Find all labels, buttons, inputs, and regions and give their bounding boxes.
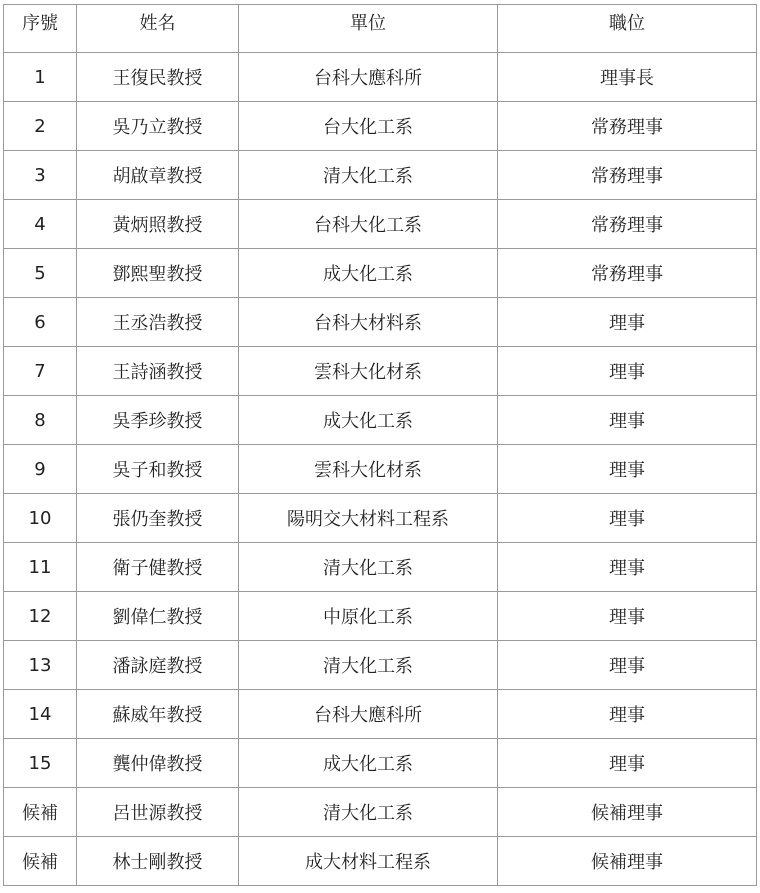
cell-position: 常務理事 [498, 151, 757, 200]
table-row [4, 151, 757, 200]
cell-unit: 台科大材料系 [239, 298, 498, 347]
cell-name: 吳季珍教授 [77, 396, 239, 445]
cell-unit: 雲科大化材系 [239, 347, 498, 396]
cell-position: 常務理事 [498, 200, 757, 249]
cell-no: 候補 [4, 788, 77, 837]
cell-name: 蘇威年教授 [77, 690, 239, 739]
cell-no: 5 [4, 249, 77, 298]
cell-position: 理事 [498, 494, 757, 543]
cell-no: 候補 [4, 837, 77, 886]
cell-name: 龔仲偉教授 [77, 739, 239, 788]
cell-unit: 成大化工系 [239, 249, 498, 298]
cell-position: 常務理事 [498, 249, 757, 298]
cell-unit: 台大化工系 [239, 102, 498, 151]
header-name: 姓名 [77, 5, 239, 53]
cell-name: 潘詠庭教授 [77, 641, 239, 690]
cell-position: 理事 [498, 445, 757, 494]
cell-no: 4 [4, 200, 77, 249]
cell-name: 劉偉仁教授 [77, 592, 239, 641]
cell-name: 黃炳照教授 [77, 200, 239, 249]
cell-unit: 清大化工系 [239, 151, 498, 200]
cell-position: 理事 [498, 592, 757, 641]
header-position: 職位 [498, 5, 757, 53]
cell-position: 理事長 [498, 53, 757, 102]
cell-unit: 成大化工系 [239, 396, 498, 445]
table-row [4, 592, 757, 641]
cell-position: 常務理事 [498, 102, 757, 151]
cell-no: 1 [4, 53, 77, 102]
table-row [4, 102, 757, 151]
cell-unit: 清大化工系 [239, 543, 498, 592]
table-row [4, 445, 757, 494]
cell-unit: 陽明交大材料工程系 [239, 494, 498, 543]
cell-no: 11 [4, 543, 77, 592]
table-row [4, 641, 757, 690]
cell-no: 14 [4, 690, 77, 739]
cell-no: 9 [4, 445, 77, 494]
cell-no: 6 [4, 298, 77, 347]
cell-name: 王丞浩教授 [77, 298, 239, 347]
cell-position: 候補理事 [498, 837, 757, 886]
board-members-table [3, 4, 757, 886]
table-row [4, 396, 757, 445]
cell-no: 12 [4, 592, 77, 641]
cell-no: 2 [4, 102, 77, 151]
table-row [4, 739, 757, 788]
cell-position: 理事 [498, 347, 757, 396]
cell-name: 張仍奎教授 [77, 494, 239, 543]
cell-no: 3 [4, 151, 77, 200]
cell-name: 吳乃立教授 [77, 102, 239, 151]
table-row [4, 788, 757, 837]
cell-name: 王復民教授 [77, 53, 239, 102]
cell-name: 林士剛教授 [77, 837, 239, 886]
cell-unit: 清大化工系 [239, 788, 498, 837]
table-body [4, 53, 757, 886]
cell-name: 呂世源教授 [77, 788, 239, 837]
cell-unit: 台科大化工系 [239, 200, 498, 249]
cell-unit: 成大化工系 [239, 739, 498, 788]
cell-position: 理事 [498, 298, 757, 347]
cell-name: 王詩涵教授 [77, 347, 239, 396]
table-row [4, 543, 757, 592]
table-row [4, 298, 757, 347]
table-row [4, 690, 757, 739]
cell-name: 鄧熙聖教授 [77, 249, 239, 298]
table-row [4, 53, 757, 102]
header-no: 序號 [4, 5, 77, 53]
table-row [4, 200, 757, 249]
cell-position: 理事 [498, 690, 757, 739]
cell-name: 胡啟章教授 [77, 151, 239, 200]
cell-position: 理事 [498, 543, 757, 592]
table-row [4, 837, 757, 886]
cell-unit: 成大材料工程系 [239, 837, 498, 886]
cell-position: 候補理事 [498, 788, 757, 837]
table-header-row [4, 5, 757, 53]
cell-unit: 台科大應科所 [239, 53, 498, 102]
cell-no: 8 [4, 396, 77, 445]
cell-unit: 中原化工系 [239, 592, 498, 641]
cell-unit: 雲科大化材系 [239, 445, 498, 494]
cell-no: 13 [4, 641, 77, 690]
cell-name: 吳子和教授 [77, 445, 239, 494]
table-row [4, 347, 757, 396]
cell-unit: 台科大應科所 [239, 690, 498, 739]
cell-position: 理事 [498, 641, 757, 690]
header-unit: 單位 [239, 5, 498, 53]
cell-no: 15 [4, 739, 77, 788]
cell-unit: 清大化工系 [239, 641, 498, 690]
table-row [4, 494, 757, 543]
cell-position: 理事 [498, 396, 757, 445]
cell-position: 理事 [498, 739, 757, 788]
cell-no: 7 [4, 347, 77, 396]
cell-name: 衛子健教授 [77, 543, 239, 592]
table-row [4, 249, 757, 298]
cell-no: 10 [4, 494, 77, 543]
